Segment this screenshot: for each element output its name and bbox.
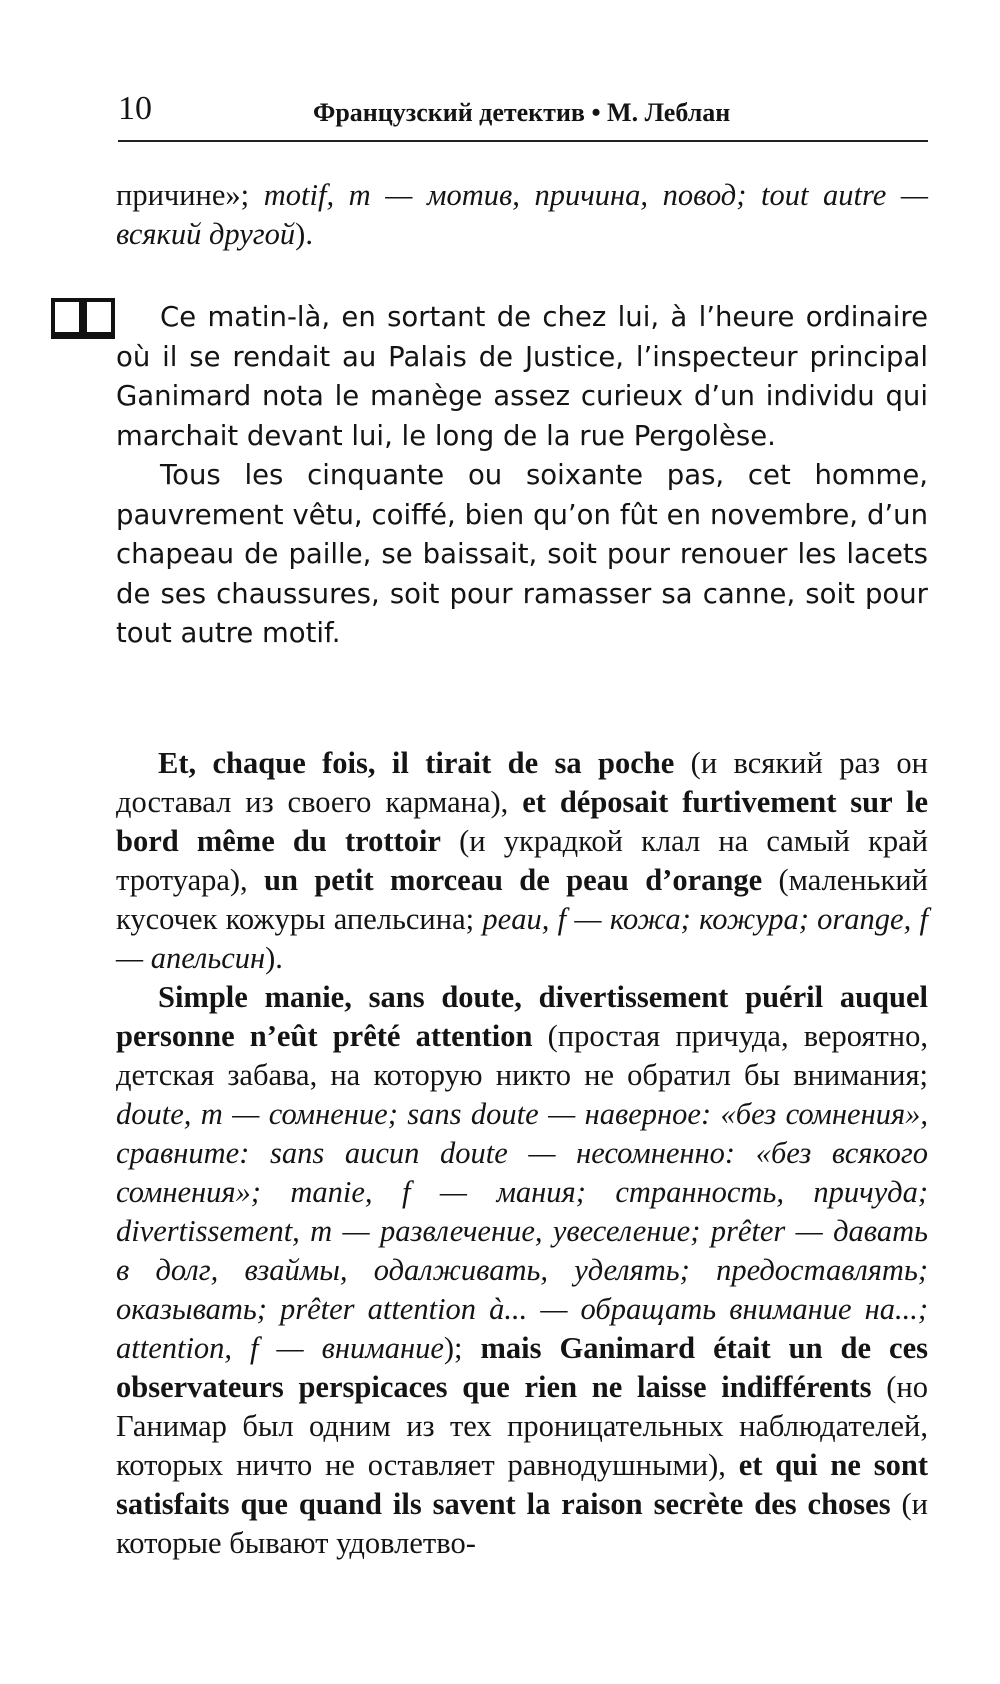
russian-translation: ); — [443, 1331, 481, 1365]
french-phrase: et qui ne sont satisfaits que quand ils savent la raison secrète des choses — [116, 1448, 928, 1521]
commentary-paragraph-2 — [116, 978, 928, 1563]
vocabulary-gloss: peau, f — кожа; кожура; orange, f — апельсин — [116, 902, 928, 975]
running-header — [118, 88, 928, 142]
footnote-gloss: motif, m — мотив, причина, повод; tout autre — всякий другой — [116, 178, 929, 251]
french-phrase: et déposait furtivement sur le bord même du trottoir — [116, 785, 929, 858]
vocabulary-gloss: doute, m — сомнение; sans doute — наверное: «без сомнения», сравните: sans aucun doute — несомненно: «без всякого сомнения»; manie, f — мания; странность, причуда; divertissement, m — развлечение, увеселение; prêter — давать в долг, взаймы, одалживать, уделять; предоставлять; оказывать; prêter attention à... — обращать внимание на...; attention, f — внимание — [116, 1097, 928, 1365]
commentary-paragraph-1 — [116, 744, 928, 978]
french-original-text — [116, 298, 928, 654]
top-footnote-paragraph — [116, 176, 928, 254]
french-paragraph-1: Ce matin-là, en sortant de chez lui, à l’heure ordinaire où il se rendait au Palais de Justice, l’inspecteur principal Ganimard nota le manège assez curieux d’un individu qui marchait devant lui, le long de la rue Pergolèse. — [116, 301, 928, 452]
french-paragraph-2: Tous les cinquante ou soixante pas, cet homme, pauvrement vêtu, coiffé, bien qu’on fût en novembre, d’un chapeau de paille, se baissait, soit pour renouer les lacets de ses chaussures, soit pour ramasser sa canne, soit pour tout autre motif. — [116, 459, 928, 649]
footnote-closing: ). — [295, 217, 313, 251]
russian-translation: (и всякий раз он доставал из своего кармана), — [116, 746, 928, 819]
russian-translation: (маленький кусочек кожуры апельсина; — [116, 863, 928, 936]
russian-translation: (но Ганимар был одним из тех проницательных наблюдателей, которых ничто не оставляет равнодушными), — [116, 1370, 928, 1482]
french-phrase: un petit morceau de peau d’orange — [264, 863, 763, 897]
russian-translation: (и украдкой клал на самый край тротуара), — [116, 824, 929, 897]
french-phrase: Et, chaque fois, il tirait de sa poche — [158, 746, 675, 780]
french-phrase: mais Ganimard était un de ces observateurs perspicaces que rien ne laisse indifférents — [116, 1331, 928, 1404]
annotated-commentary — [116, 744, 928, 1563]
top-footnote — [116, 176, 928, 254]
russian-translation: ). — [265, 941, 283, 975]
russian-translation: (и которые бывают удовлетво- — [116, 1487, 928, 1560]
russian-translation: (простая причуда, вероятно, детская забава, на которую никто не обратил бы внимания; — [116, 1019, 928, 1092]
running-title: Французский детектив • М. Леблан — [313, 98, 731, 127]
footnote-text: причине»; — [116, 178, 264, 212]
open-book-icon — [50, 296, 116, 340]
page-number: 10 — [118, 90, 152, 127]
french-phrase: Simple manie, sans doute, divertissement puéril auquel personne n’eût prêté attention — [116, 980, 928, 1053]
